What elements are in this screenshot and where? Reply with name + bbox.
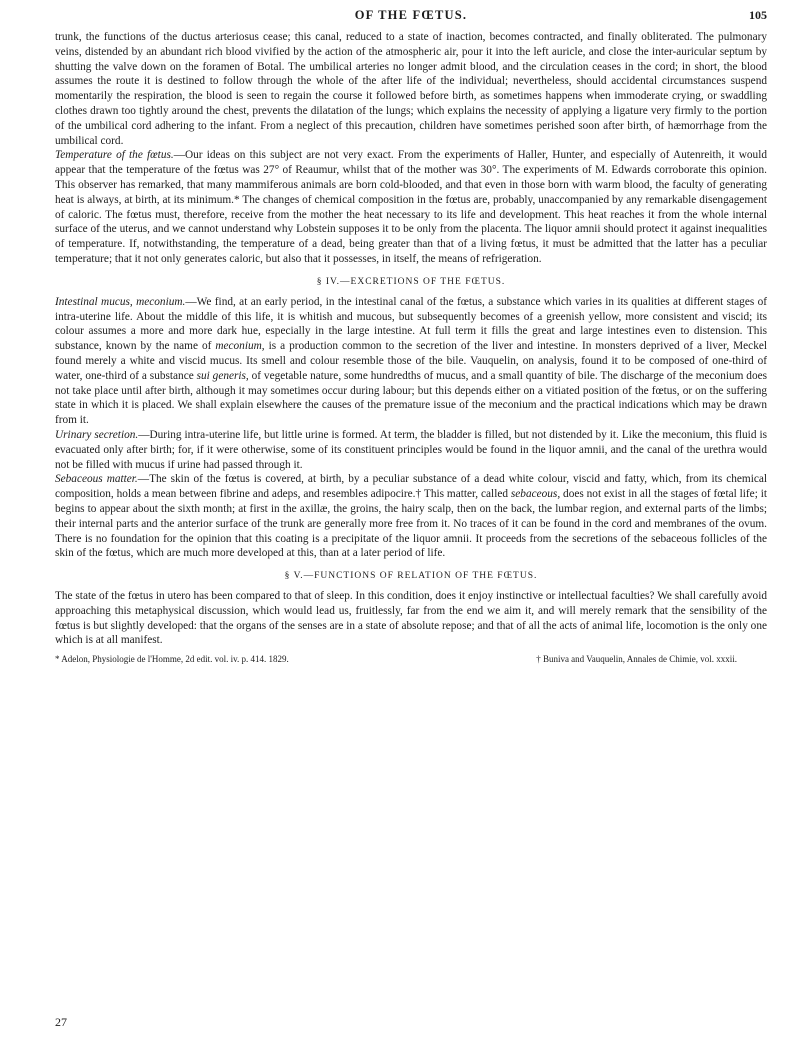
page-number: 105 [749,8,767,22]
page-header [55,0,767,30]
temperature-text: —Our ideas on this subject are not very exact. From the experiments of Haller, Hunter, and especially of Autenreith, it would appear that the temperature of the fœtus was 27° of Reaumur, whilst that of the mother was 30°. The experiments of M. Edwards corroborate this opinion. This observer has remarked, that many mammiferous animals are born cold-blooded, and that even in those born with warm blood, the faculty of generating heat is always, at birth, at its minimum.* The changes of chemical composition in the fœtus are, probably, unaccompanied by any remarkable disengagement of caloric. The fœtus must, therefore, receive from the mother the heat necessary to its life and development. This heat reaches it from the whole internal surface of the uterus, and we cannot understand why Lobstein supposes it to be only from the placenta. The liquor amnii should protect it against inequalities of temperature. If, notwithstanding, the temperature of a dead, being greater than that of a living fœtus, it must be admitted that the latter has a peculiar temperature; that it not only generates caloric, but also that it possesses, in itself, the means of refrigeration. [55,149,767,265]
footnotes [55,654,767,664]
intestinal-text-c: of vegetable nature, some hundredths of mucus, and a small quantity of bile. The discharge of the meconium does not take place until after birth, although it may sometimes occur during labour; but this depends either on a vitiated position of the fœtus, or on the suffering state in which it is placed. We shall explain elsewhere the causes of the premature issue of the meconium and the practical indications which may be drawn from it. [55,369,768,427]
sebaceous-term: sebaceous, [510,488,561,501]
temperature-paragraph [55,148,767,266]
running-title: OF THE FŒTUS. [354,8,468,22]
relation-paragraph: The state of the fœtus in utero has been compared to that of sleep. In this condition, does it enjoy instinctive or intellectual faculties? We shall carefully avoid approaching this metaphysical discussion, which would lead us, fruitlessly, far from the end we aim it, and will merely remark that the sensibility of the fœtus is but slightly developed: that the organs of the senses are in a state of absolute repose; and that of all the acts of animal life, locomotion is the only one which is at all manifest. [55,590,767,647]
intro-paragraph: trunk, the functions of the ductus arteriosus cease; this canal, reduced to a state of inaction, becomes contracted, and finally obliterated. The pulmonary veins, distended by an abundant rich blood vivified by the action of the atmospheric air, pour it into the left auricle, and close the inter-auricular septum by shutting the valve down on the foramen of Botal. The umbilical arteries no longer admit blood, and the circulation ceases in the cord; in short, the blood assumes the route it is destined to follow through the whole of the after life of the individual; nevertheless, should accidental circumstances suspend momentarily the respiration, the blood is seen to regain the course it followed before birth, as sometimes happens when immoderate crying, or swaddling clothes drawn too tightly around the chest, prevents the dilatation of the lungs; which explains the necessity of applying a ligature very firmly to the portion of the umbilical cord adhering to the infant. From a neglect of this precaution, children have sometimes perished soon after birth, of hæmorrhage from the umbilical cord. [55,31,767,147]
book-page [55,0,767,664]
sebaceous-text-a: —The skin of the fœtus is covered, at birth, by a peculiar substance of a dead white colour, viscid and fatty, which, from its chemical composition, holds a mean between fibrine and adeps, and resembles adipocire.† This matter, called [55,473,767,501]
urinary-heading: Urinary secretion. [55,428,139,441]
intestinal-paragraph [55,295,767,428]
section-v-heading: § V.—FUNCTIONS OF RELATION OF THE FŒTUS. [284,571,538,582]
footnote-adelon: * Adelon, Physiologie de l'Homme, 2d edit. vol. iv. p. 414. 1829. [55,654,289,665]
intestinal-text-a: —We find, at an early period, in the intestinal canal of the fœtus, a substance which varies in its qualities at different stages of intra-uterine life. About the middle of this life, it is whitish and mucous, but subsequently becomes of a greenish yellow, more consistent and viscid; its colour assumes a more and more dark hue, especially in the large intestine. At full term it fills the great and large intestines even to distension. This substance, known by the name of [55,295,768,353]
urinary-paragraph [55,428,767,472]
intestinal-heading: Intestinal mucus, meconium. [55,295,186,308]
sebaceous-text-b: does not exist in all the stages of fœtal life; it begins to appear about the sixth month; at first in the axillæ, the groins, the hairy scalp, then on the back, the lumbar region, and external parts of the limbs; their internal parts and the anterior surface of the trunk are generally more free from it. No traces of it can be found in the cord and membranes of the ovum. There is no foundation for the opinion that this coating is a precipitate of the liquor amnii. It proceeds from the secretions of the sebaceous follicles of the skin of the fœtus, which are much more developed at this, than at a later period of life. [55,488,767,560]
urinary-text: —During intra-uterine life, but little urine is formed. At term, the bladder is filled, but not distended by it. Like the meconium, this fluid is evacuated only after birth; for, if it were otherwise, some of its constituent principles would be found in the liquor amnii, and the canal of the urethra would not be filled with mucus if urine had passed through it. [55,428,767,471]
sebaceous-paragraph [55,472,767,561]
sui-generis-term: sui generis, [196,369,249,382]
section-iv-heading: § IV.—EXCRETIONS OF THE FŒTUS. [316,276,506,287]
intestinal-text-b: is a production common to the secretion of the liver and intestine. In monsters deprived of a liver, Meckel found merely a white and viscid mucus. Its smell and colour resemble those of the bile. Vauquelin, on analysis, found it to be composed of one-third of water, one-third of a substance [55,340,767,382]
sebaceous-heading: Sebaceous matter. [55,473,138,486]
footnote-buniva: † Buniva and Vauquelin, Annales de Chimie, vol. xxxii. [536,654,737,665]
meconium-term: meconium, [215,340,265,353]
temperature-heading: Temperature of the fœtus. [55,149,174,162]
signature-mark: 27 [55,1015,67,1029]
